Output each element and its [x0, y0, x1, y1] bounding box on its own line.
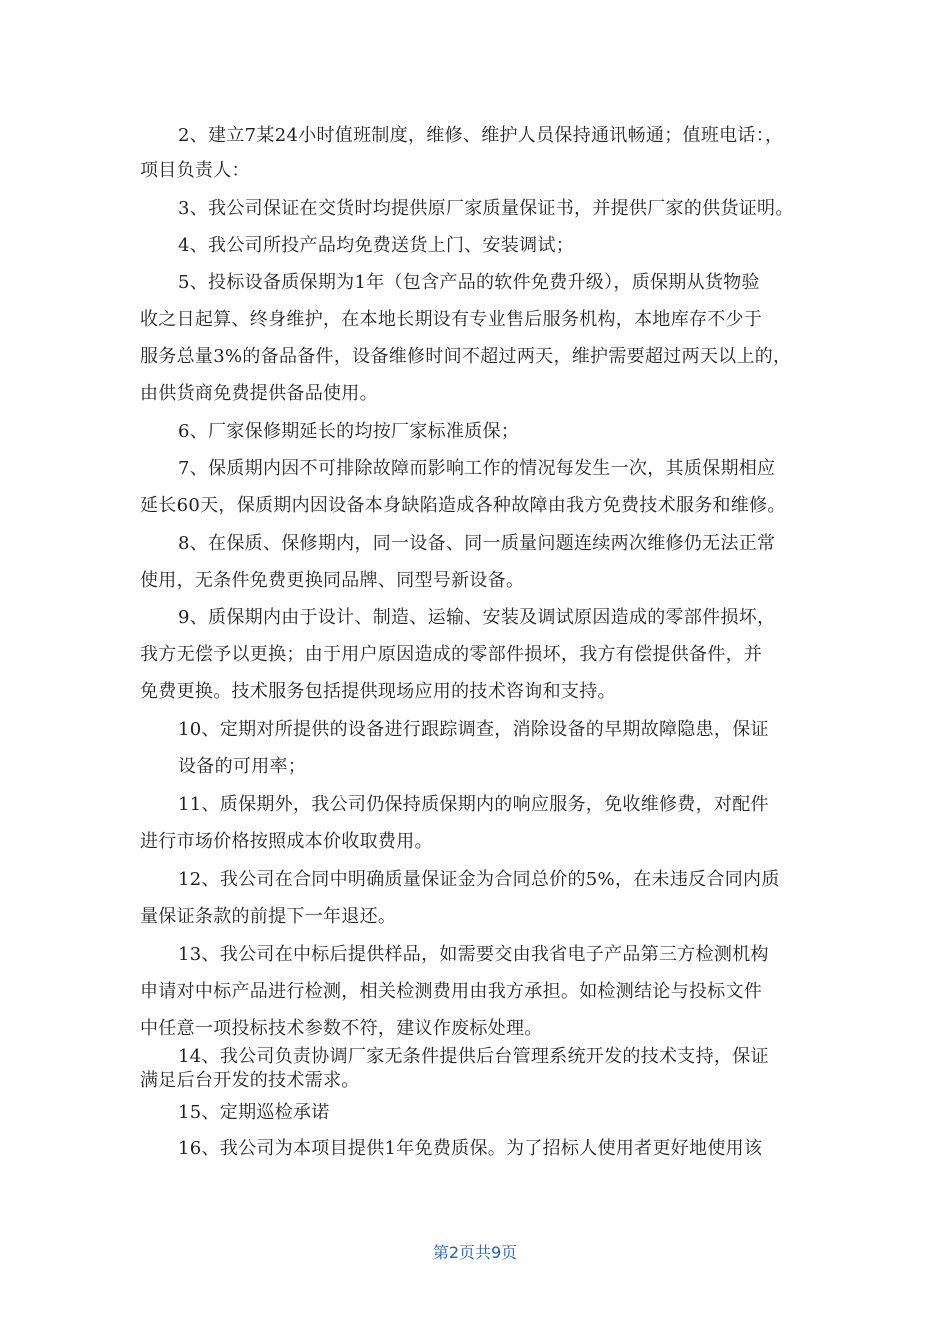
text-line: 2、建立7某24小时值班制度，维修、维护人员保持通讯畅通；值班电话：，	[178, 125, 784, 146]
text-line: 免费更换。技术服务包括提供现场应用的技术咨询和支持。	[140, 681, 616, 702]
text-line: 8、在保质、保修期内，同一设备、同一质量问题连续两次维修仍无法正常	[178, 533, 776, 554]
text-line: 10、定期对所提供的设备进行跟踪调查，消除设备的早期故障隐患，保证	[178, 719, 769, 740]
text-line: 14、我公司负责协调厂家无条件提供后台管理系统开发的技术支持，保证	[178, 1046, 769, 1067]
text-line: 15、定期巡检承诺	[178, 1102, 330, 1123]
text-line: 9、质保期内由于设计、制造、运输、安装及调试原因造成的零部件损坏，	[178, 607, 776, 628]
text-line: 4、我公司所投产品均免费送货上门、安装调试；	[178, 235, 575, 256]
text-line: 11、质保期外，我公司仍保持质保期内的响应服务，免收维修费，对配件	[178, 794, 769, 815]
text-line: 5、投标设备质保期为1年（包含产品的软件免费升级），质保期从货物验	[178, 272, 760, 293]
page-footer: 第2页共9页	[432, 1243, 518, 1262]
text-line: 进行市场价格按照成本价收取费用。	[140, 831, 433, 852]
text-line: 延长60天，保质期内因设备本身缺陷造成各种故障由我方免费技术服务和维修。	[140, 495, 786, 516]
text-line: 设备的可用率；	[178, 756, 307, 777]
text-line: 量保证条款的前提下一年退还。	[140, 906, 397, 927]
text-line: 13、我公司在中标后提供样品，如需要交由我省电子产品第三方检测机构	[178, 944, 769, 965]
text-line: 使用，无条件免费更换同品牌、同型号新设备。	[140, 570, 525, 591]
text-line: 7、保质期内因不可排除故障而影响工作的情况每发生一次，其质保期相应	[178, 458, 776, 479]
text-line: 12、我公司在合同中明确质量保证金为合同总价的5%，在未违反合同内质	[178, 869, 780, 890]
text-line: 6、厂家保修期延长的均按厂家标准质保；	[178, 421, 520, 442]
text-line: 收之日起算、终身维护，在本地长期设有专业售后服务机构，本地库存不少于	[140, 309, 763, 330]
text-line: 服务总量3%的备品备件，设备维修时间不超过两天，维护需要超过两天以上的，	[140, 346, 792, 367]
text-line: 项目负责人：	[140, 160, 250, 181]
text-line: 16、我公司为本项目提供1年免费质保。为了招标人使用者更好地使用该	[178, 1138, 763, 1159]
text-line: 由供货商免费提供备品使用。	[140, 383, 378, 404]
text-line: 3、我公司保证在交货时均提供原厂家质量保证书，并提供厂家的供货证明。	[178, 198, 794, 219]
text-line: 满足后台开发的技术需求。	[140, 1070, 360, 1091]
text-line: 我方无偿予以更换；由于用户原因造成的零部件损坏，我方有偿提供备件，并	[140, 644, 763, 665]
text-line: 申请对中标产品进行检测，相关检测费用由我方承担。如检测结论与投标文件	[140, 981, 763, 1002]
text-line: 中任意一项投标技术参数不符，建议作废标处理。	[140, 1018, 543, 1039]
